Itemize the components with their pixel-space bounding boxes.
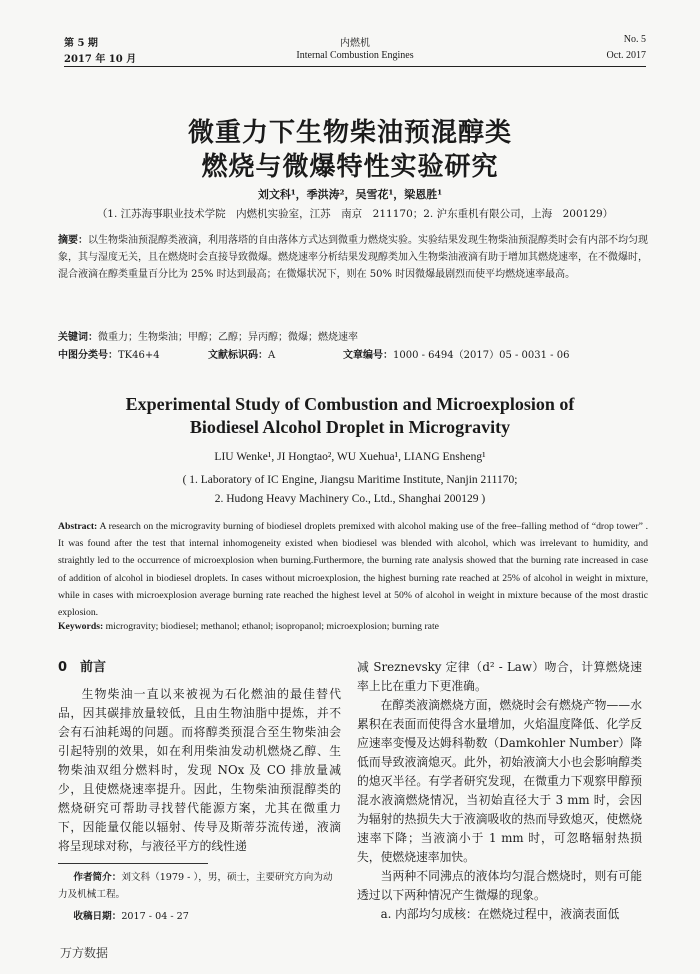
authors-cn: 刘文科¹，季洪涛²，吴雪花¹，梁恩胜¹ bbox=[257, 188, 443, 201]
footnote-received-date bbox=[58, 908, 341, 925]
issue-date-en: Oct. 2017 bbox=[606, 50, 646, 61]
affiliation-en bbox=[50, 471, 650, 509]
abstract-cn bbox=[58, 232, 648, 283]
keywords-cn bbox=[58, 330, 648, 346]
article-number-label: 文章编号： bbox=[343, 350, 393, 361]
footnote-divider bbox=[58, 863, 208, 864]
footnote-author-bio bbox=[58, 869, 341, 903]
article-number-value: 1000 - 6494（2017）05 - 0031 - 06 bbox=[393, 350, 570, 361]
clc-value: TK46+4 bbox=[118, 350, 160, 361]
title-en-line2: Biodiesel Alcohol Droplet in Microgravity bbox=[189, 417, 511, 437]
title-cn bbox=[60, 116, 640, 184]
paragraph: 减 Sreznevsky 定律（d² - Law）吻合，计算燃烧速率上比在重力下更准确。 bbox=[357, 660, 642, 693]
keywords-en bbox=[58, 619, 648, 635]
doc-code-value: A bbox=[268, 350, 276, 361]
abstract-en-label: Abstract: bbox=[58, 521, 98, 532]
body-column-right bbox=[357, 658, 642, 924]
authors-en: LIU Wenke¹, JI Hongtao², WU Xuehua¹, LIANG Ensheng¹ bbox=[214, 451, 486, 463]
affiliation-en-line1: ( 1. Laboratory of IC Engine, Jiangsu Maritime Institute, Nanjin 211170; bbox=[182, 474, 518, 486]
keywords-en-text: microgravity; biodiesel; methanol; ethanol; isopropanol; microexplosion; burning rate bbox=[103, 621, 439, 632]
keywords-cn-text: 微重力；生物柴油；甲醇；乙醇；异丙醇；微爆；燃烧速率 bbox=[98, 332, 358, 343]
paragraph: 在醇类液滴燃烧方面，燃烧时会有燃烧产物——水累积在表面而使得含水量增加，火焰温度降低、化学反应速率变慢及达姆科勒数（Damkohler Number）降低而导致液滴熄灭。此外，初始液滴大小也会影响醇类的熄灭半径。有学者研究发现，在微重力下观察甲醇预混水液滴燃烧情况，当初始直径大于 3 mm 时，会因为辐射的热损失大于液滴吸收的热而导致熄灭，使燃烧速率下降；当液滴小于 1 mm 时，可忽略辐射热损失，使燃烧速率加快。 bbox=[357, 698, 642, 864]
affiliation-cn: （1. 江苏海事职业技术学院 内燃机实验室，江苏 南京 211170；2. 沪东重机有限公司，上海 200129） bbox=[96, 208, 614, 220]
footnote-author-text: 刘文科（1979 - ），男，硕士，主要研究方向为动力及机械工程。 bbox=[58, 872, 333, 900]
title-cn-line1: 微重力下生物柴油预混醇类 bbox=[187, 118, 512, 148]
keywords-cn-label: 关键词： bbox=[58, 332, 98, 343]
paragraph: 当两种不同沸点的液体均匀混合燃烧时，则有可能透过以下两种情况产生微爆的现象。 bbox=[357, 869, 642, 902]
abstract-en-text: A research on the microgravity burning of biodiesel droplets premixed with alcohol making use of the free–falling method of “drop tower” . It was found after the test that internal inhomogeneity existed when biodiesel was blended with alcohol, which was irrelevant to humidity, and straightly led to the occurrence of microexplosion when burning.Furthermore, the burning rate analysis showed that the burning rate increased in case of addition of alcohol in biodiesel droplets. In cases without microexplosion, the highest burning rate reached at 25% of alcohol in weight in mixture, while in cases with microexplosion average burning rate reached the highest level at 50% of alcohol in weight in mixture because of the most drastic explosion. bbox=[58, 521, 648, 619]
watermark: 万方数据 bbox=[60, 946, 109, 960]
footnote-date-text: 2017 - 04 - 27 bbox=[121, 911, 189, 922]
title-cn-line2: 燃烧与微爆特性实验研究 bbox=[201, 152, 499, 182]
footnote-date-label: 收稿日期： bbox=[73, 911, 122, 922]
issue-date: 2017 年 10 月 bbox=[64, 54, 137, 65]
running-header bbox=[64, 30, 646, 67]
title-en bbox=[50, 393, 650, 439]
issue-number: 第 5 期 bbox=[64, 38, 98, 49]
abstract-en bbox=[58, 518, 648, 621]
keywords-en-label: Keywords: bbox=[58, 621, 104, 632]
body-column-left bbox=[58, 658, 341, 856]
paragraph: a. 内部均匀成核：在燃烧过程中，液滴表面低 bbox=[380, 907, 620, 921]
clc-label: 中图分类号： bbox=[58, 350, 118, 361]
abstract-cn-label: 摘要： bbox=[58, 235, 88, 246]
paragraph: 生物柴油一直以来被视为石化燃油的最佳替代品，因其碳排放量较低，且由生物油脂中提炼，并不会有石油耗竭的问题。而将醇类预混合至生物柴油会引起特别的效果，如在利用柴油发动机燃烧乙醇、生物柴油双组分燃料时，发现 NOx 及 CO 排放量减少，且使燃烧速率提升。因此，生物柴油预混醇类的燃烧研究可帮助寻找替代能源方案，尤其在微重力下，因能量仅能以辐射、传导及斯蒂芬流传递，液滴将呈现球对称，与液径平方的线性递 bbox=[58, 687, 341, 853]
journal-name-cn: 内燃机 bbox=[340, 38, 370, 49]
section-heading-intro: 0 前言 bbox=[58, 660, 107, 675]
issue-number-en: No. 5 bbox=[623, 34, 646, 45]
title-en-line1: Experimental Study of Combustion and Microexplosion of bbox=[125, 394, 575, 414]
journal-name-en: Internal Combustion Engines bbox=[296, 50, 414, 61]
footnote-author-label: 作者简介： bbox=[73, 872, 122, 883]
affiliation-en-line2: 2. Hudong Heavy Machinery Co., Ltd., Shanghai 200129 ) bbox=[214, 493, 486, 505]
doc-code-label: 文献标识码： bbox=[208, 350, 268, 361]
abstract-cn-text: 以生物柴油预混醇类液滴，利用落塔的自由落体方式达到微重力燃烧实验。实验结果发现生物柴油预混醇类时会有内部不均匀现象，其与湿度无关，且在燃烧时会直接导致微爆。燃烧速率分析结果发现醇类加入生物柴油液滴有助于增加其燃烧速率，在不微爆时，混合液滴在醇类重量百分比为 25% 时达到最高；在微爆状况下，则在 50% 时因微爆最剧烈而使平均燃烧速率最高。 bbox=[58, 235, 648, 280]
